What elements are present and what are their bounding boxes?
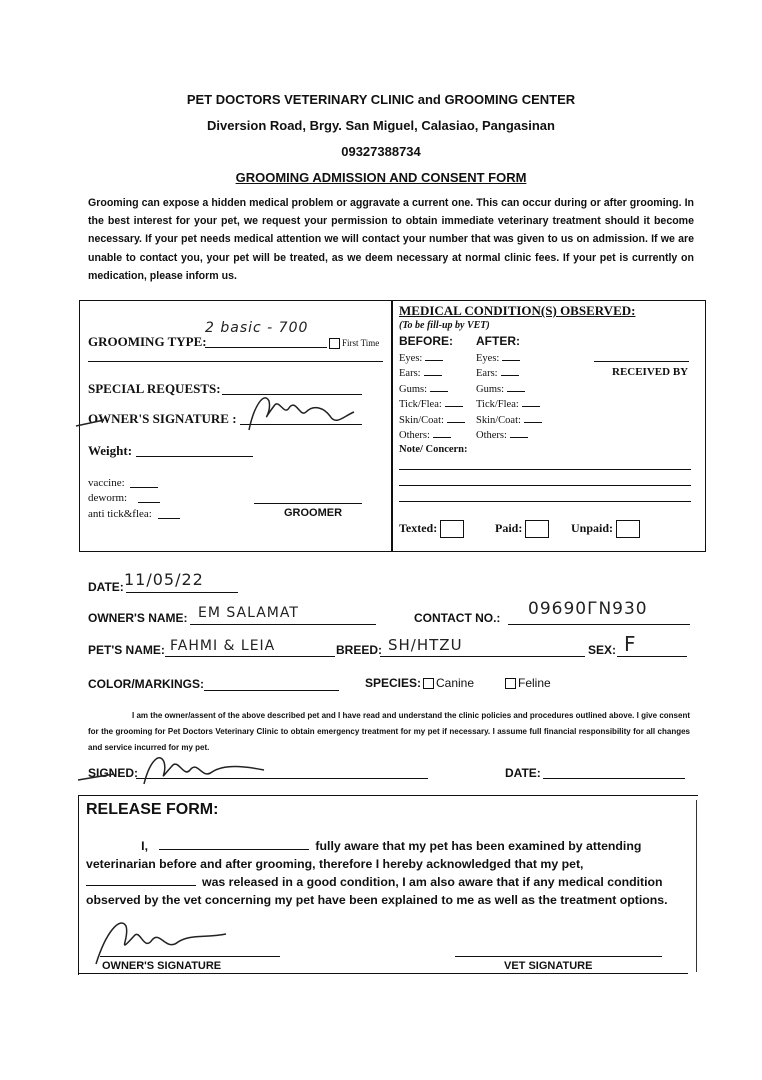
medical-item-label: Eyes: — [476, 353, 500, 364]
signed-label: SIGNED: — [88, 766, 139, 780]
sex-label: SEX: — [588, 643, 617, 657]
medical-item-blank[interactable] — [447, 414, 465, 423]
release-line-3 — [86, 873, 682, 891]
species-label: SPECIES: — [365, 676, 422, 690]
release-text-3: was released in a good condition, I am also aware that if any medical condition — [202, 875, 663, 889]
clinic-name: PET DOCTORS VETERINARY CLINIC and GROOMING CENTER — [186, 92, 576, 107]
groomer-line[interactable] — [254, 503, 362, 504]
feline-option[interactable] — [505, 676, 551, 690]
signed-date-line[interactable] — [543, 778, 685, 779]
anti-tick-line[interactable] — [158, 518, 180, 519]
medical-item-label: Others: — [476, 430, 507, 441]
release-bottom-line — [78, 973, 688, 974]
color-markings-line[interactable] — [204, 690, 339, 691]
before-item — [399, 352, 443, 364]
clinic-address: Diversion Road, Brgy. San Miguel, Calasiao, Pangasinan — [207, 118, 555, 133]
release-line-1 — [86, 837, 682, 855]
release-pet-name-line[interactable] — [86, 873, 196, 886]
breed-value[interactable]: SH/HTZU — [388, 636, 463, 654]
date-value[interactable]: 11/05/22 — [124, 570, 204, 589]
release-owner-name-line[interactable] — [159, 837, 309, 850]
medical-item-blank[interactable] — [425, 352, 443, 361]
medical-item-blank[interactable] — [501, 367, 519, 376]
note-label: Note/ Concern: — [399, 444, 468, 455]
paid-box[interactable] — [525, 520, 549, 538]
after-item — [476, 367, 519, 379]
groomer-label: GROOMER — [284, 507, 343, 519]
grooming-extra-line — [88, 361, 383, 362]
date-line — [126, 592, 238, 593]
medical-item-label: Skin/Coat: — [476, 415, 521, 426]
first-time-checkbox[interactable] — [329, 338, 340, 349]
after-label: AFTER: — [476, 334, 520, 348]
signed-scribble — [74, 750, 274, 790]
medical-item-blank[interactable] — [510, 429, 528, 438]
unpaid-box[interactable] — [616, 520, 640, 538]
medical-item-label: Skin/Coat: — [399, 415, 444, 426]
medical-item-blank[interactable] — [522, 398, 540, 407]
texted-box[interactable] — [440, 520, 464, 538]
after-item — [476, 352, 520, 364]
before-item — [399, 414, 465, 426]
before-label: BEFORE: — [399, 334, 453, 348]
release-right-edge — [696, 800, 697, 972]
medical-item-blank[interactable] — [445, 398, 463, 407]
medical-item-label: Eyes: — [399, 353, 423, 364]
medical-item-label: Tick/Flea: — [399, 399, 442, 410]
sex-value[interactable]: F — [624, 632, 637, 656]
pet-name-label: PET'S NAME: — [88, 643, 165, 657]
contact-line — [508, 624, 690, 625]
release-vet-signature-line[interactable] — [455, 956, 662, 957]
medical-item-blank[interactable] — [502, 352, 520, 361]
breed-label: BREED: — [336, 643, 383, 657]
breed-line — [380, 656, 585, 657]
feline-label: Feline — [518, 676, 551, 690]
after-item — [476, 398, 540, 410]
first-time-option[interactable] — [329, 338, 379, 349]
texted-field[interactable] — [399, 520, 464, 538]
medical-item-label: Ears: — [399, 368, 421, 379]
release-text-1: fully aware that my pet has been examined by attending — [315, 839, 642, 853]
received-by-label: RECEIVED BY — [612, 366, 689, 378]
medical-item-blank[interactable] — [524, 414, 542, 423]
before-item — [399, 367, 442, 379]
weight-line[interactable] — [136, 456, 253, 457]
release-i-label: I, — [141, 839, 148, 853]
release-owner-signature-line[interactable] — [100, 956, 280, 957]
deworm-line[interactable] — [138, 502, 160, 503]
medical-item-blank[interactable] — [433, 429, 451, 438]
medical-item-blank[interactable] — [507, 383, 525, 392]
received-by-line[interactable] — [594, 361, 689, 362]
contact-value[interactable]: 09690ГN930 — [528, 599, 648, 619]
pet-name-value[interactable]: FAHMI & LEIA — [170, 638, 276, 654]
vaccine-label: vaccine: — [88, 477, 125, 489]
canine-checkbox[interactable] — [423, 678, 434, 689]
medical-item-label: Gums: — [399, 384, 428, 395]
feline-checkbox[interactable] — [505, 678, 516, 689]
medical-item-blank[interactable] — [424, 367, 442, 376]
release-owner-signature-label: OWNER'S SIGNATURE — [102, 960, 222, 972]
medical-item-label: Tick/Flea: — [476, 399, 519, 410]
paid-label: Paid: — [495, 520, 523, 535]
form-title: GROOMING ADMISSION AND CONSENT FORM — [235, 170, 527, 185]
after-item — [476, 383, 525, 395]
note-line-2[interactable] — [399, 485, 691, 486]
clinic-phone: 09327388734 — [341, 144, 421, 159]
intro-paragraph: Grooming can expose a hidden medical problem or aggravate a current one. This can occur during or after grooming. In the best interest for your pet, we request your permission to obtain immediate veterinary treatment should it become necessary. If your pet needs medical attention we will contact your number that was given to us on admission. If we are unable to contact you, your pet will be treated, as we deem necessary at normal clinic fees. If your pet is currently on medication, please inform us. — [88, 197, 694, 282]
deworm-label: deworm: — [88, 492, 128, 504]
after-item — [476, 429, 528, 441]
before-item — [399, 398, 463, 410]
box-divider — [391, 300, 393, 552]
release-title: RELEASE FORM: — [86, 801, 219, 818]
pet-name-line — [165, 656, 335, 657]
date-label: DATE: — [88, 580, 124, 594]
before-item — [399, 383, 448, 395]
medical-item-blank[interactable] — [430, 383, 448, 392]
release-text-4: observed by the vet concerning my pet have been explained to me as well as the treatment options. — [86, 893, 668, 907]
release-vet-signature-label: VET SIGNATURE — [504, 960, 593, 972]
unpaid-label: Unpaid: — [571, 520, 614, 535]
after-item — [476, 414, 542, 426]
signed-date-label: DATE: — [505, 766, 541, 780]
canine-label: Canine — [436, 676, 475, 690]
canine-option[interactable] — [423, 676, 474, 690]
grooming-type-label: GROOMING TYPE: — [88, 334, 207, 349]
owner-signature-scribble — [74, 386, 364, 436]
owner-name-line — [190, 624, 376, 625]
note-line-1[interactable] — [399, 469, 691, 470]
weight-label: Weight: — [88, 443, 133, 458]
anti-tick-label: anti tick&flea: — [88, 508, 152, 520]
grooming-type-line — [205, 347, 327, 348]
medical-title: MEDICAL CONDITION(S) OBSERVED: — [399, 303, 636, 318]
special-requests-label: SPECIAL REQUESTS: — [88, 381, 221, 396]
sex-line — [617, 656, 687, 657]
owner-signature-label: OWNER'S SIGNATURE : — [88, 411, 237, 426]
vaccine-line[interactable] — [130, 487, 158, 488]
texted-label: Texted: — [399, 520, 438, 535]
contact-label: CONTACT NO.: — [414, 611, 501, 625]
release-text-2: veterinarian before and after grooming, therefore I hereby acknowledged that my pet, — [86, 857, 584, 871]
consent-paragraph: I am the owner/assent of the above described pet and I have read and understand the clinic policies and procedures outlined above. I give consent for the grooming for Pet Doctors Veterinary Clinic to obtain emergency treatment for my pet if necessary. I assume full financial responsibility for all changes and service incurred for my pet. — [88, 711, 690, 752]
grooming-type-value[interactable]: 2 basic - 700 — [205, 320, 309, 336]
unpaid-field[interactable] — [571, 520, 640, 538]
medical-subtitle: (To be fill-up by VET) — [399, 320, 490, 331]
before-item — [399, 429, 451, 441]
first-time-label: First Time — [342, 338, 380, 348]
medical-item-label: Ears: — [476, 368, 498, 379]
medical-item-label: Gums: — [476, 384, 505, 395]
medical-item-label: Others: — [399, 430, 430, 441]
paid-field[interactable] — [495, 520, 549, 538]
color-markings-label: COLOR/MARKINGS: — [88, 677, 204, 691]
note-line-3[interactable] — [399, 501, 691, 502]
owner-name-value[interactable]: EM SALAMAT — [198, 605, 299, 621]
owner-name-label: OWNER'S NAME: — [88, 611, 188, 625]
